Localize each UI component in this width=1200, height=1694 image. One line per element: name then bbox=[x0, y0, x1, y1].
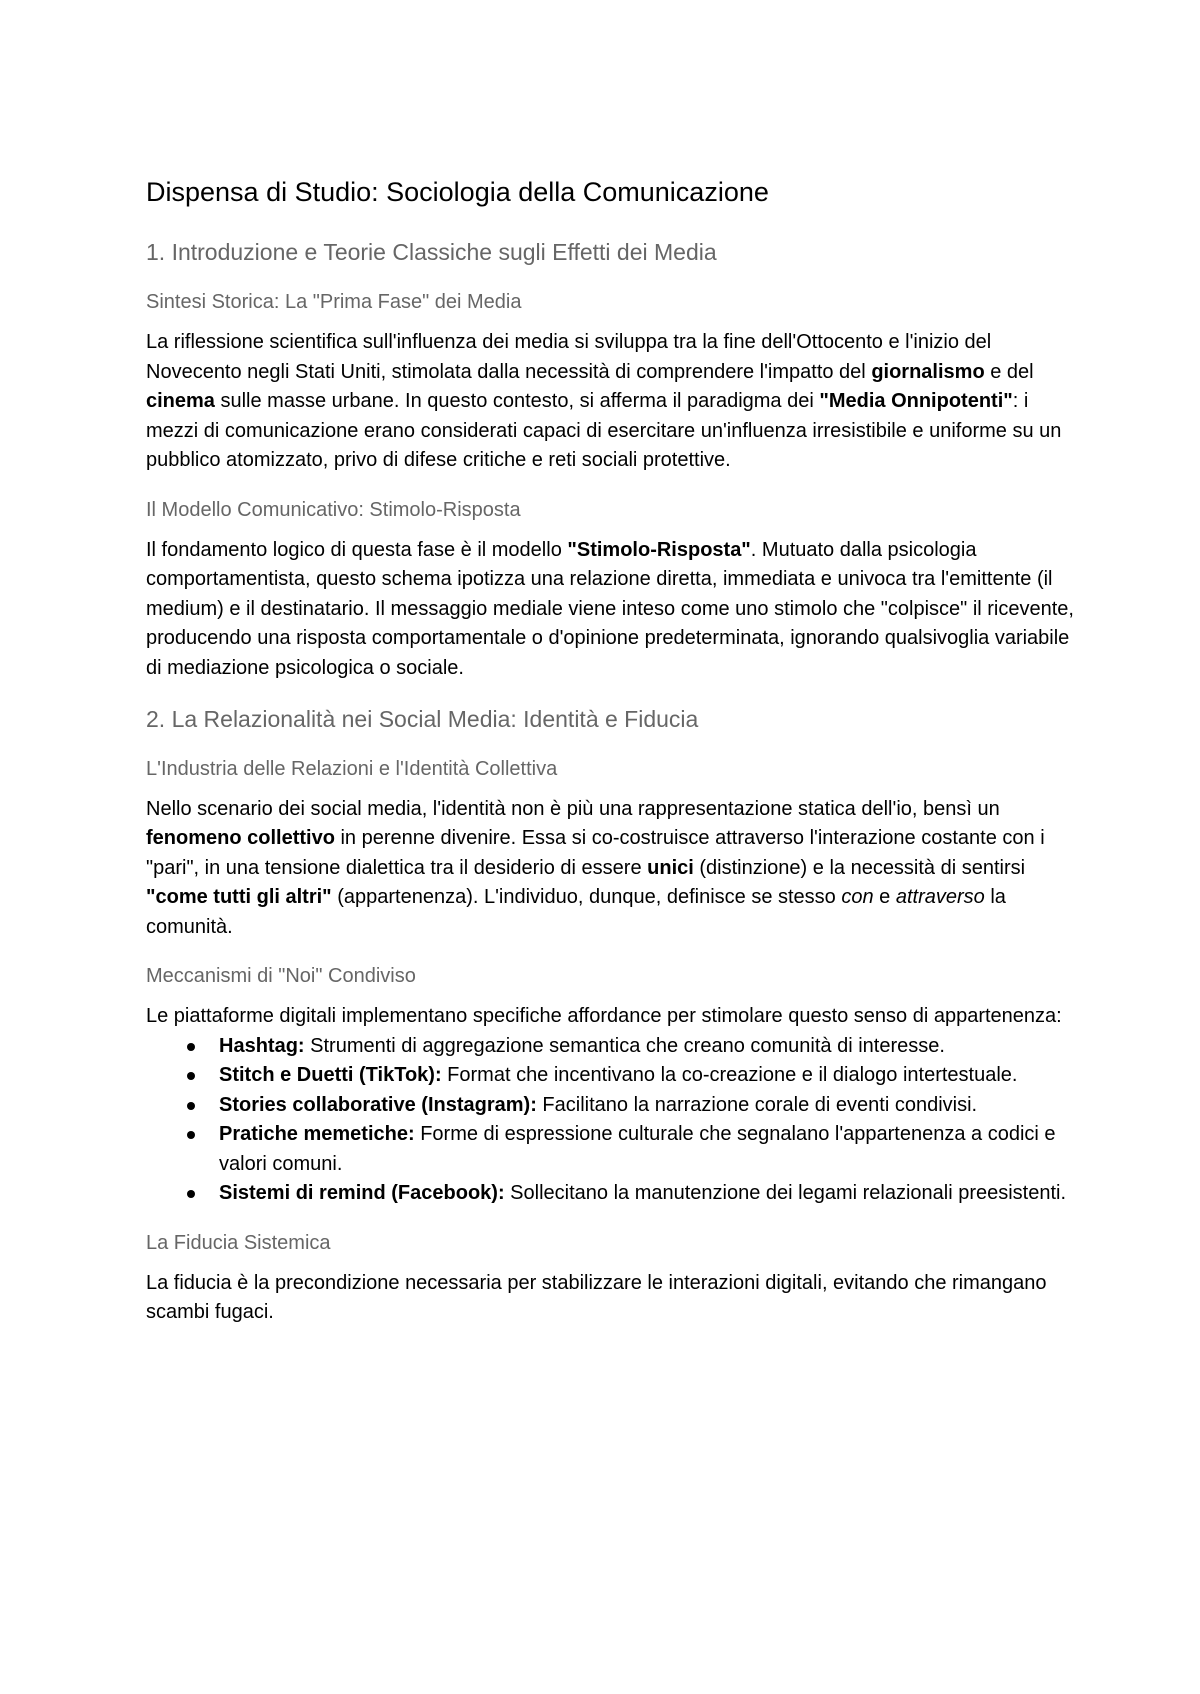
text-run: la comunità. bbox=[146, 886, 1006, 938]
text-run: : i mezzi di comunicazione erano considerati capaci di esercitare un'influenza irresistibile e uniforme su un pubblico atomizzato, privo di difese critiche e reti sociali protettive. bbox=[146, 390, 1062, 472]
affordance-list bbox=[146, 1032, 1080, 1209]
section-1-sub-1-heading: Sintesi Storica: La "Prima Fase" dei Media bbox=[146, 291, 522, 314]
list-item-label: Pratiche memetiche: bbox=[219, 1123, 415, 1146]
list-item bbox=[146, 1091, 1080, 1121]
section-1-sub-2-paragraph bbox=[146, 536, 1080, 684]
bullet-icon bbox=[187, 1131, 195, 1139]
text-run: La riflessione scientifica sull'influenza dei media si sviluppa tra la fine dell'Ottocento e l'inizio del Novecento negli Stati Uniti, stimolata dalla necessità di comprendere l'impatto del bbox=[146, 331, 992, 383]
bold-term: giornalismo bbox=[871, 360, 985, 383]
bullet-icon bbox=[187, 1072, 195, 1080]
list-item-label: Hashtag: bbox=[219, 1034, 305, 1057]
section-2-sub-2-intro: Le piattaforme digitali implementano specifiche affordance per stimolare questo senso di appartenenza: bbox=[146, 1005, 1062, 1028]
text-run: Nello scenario dei social media, l'identità non è più una rappresentazione statica dell'io, bensì un bbox=[146, 797, 1000, 820]
section-2-sub-3-paragraph: La fiducia è la precondizione necessaria per stabilizzare le interazioni digitali, evitando che rimangano scambi fugaci. bbox=[146, 1271, 1047, 1324]
bold-term: "Stimolo-Risposta" bbox=[567, 538, 751, 561]
section-2-sub-1-paragraph bbox=[146, 795, 1080, 943]
list-item-text: Format che incentivano la co-creazione e il dialogo intertestuale. bbox=[441, 1064, 1018, 1087]
section-1-sub-1-paragraph bbox=[146, 328, 1080, 476]
list-item-text: Strumenti di aggregazione semantica che creano comunità di interesse. bbox=[304, 1034, 945, 1057]
text-run: e del bbox=[984, 360, 1034, 383]
bold-term: unici bbox=[647, 856, 694, 879]
text-run: sulle masse urbane. In questo contesto, si afferma il paradigma dei bbox=[214, 390, 820, 413]
text-run: . Mutuato dalla psicologia comportamentista, questo schema ipotizza una relazione diretta, immediata e univoca tra l'emittente (il medium) e il destinatario. Il messaggio mediale viene inteso come uno stimolo che "colpisce" il ricevente, producendo una risposta comportamentale o d'opinione predeterminata, ignorando qualsivoglia variabile di mediazione psicologica o sociale. bbox=[146, 538, 1074, 679]
bold-term: "come tutti gli altri" bbox=[146, 886, 332, 909]
section-2-sub-1-heading: L'Industria delle Relazioni e l'Identità Collettiva bbox=[146, 757, 558, 780]
list-item bbox=[146, 1032, 1080, 1062]
list-item-text: Forme di espressione culturale che segnalano l'appartenenza a codici e valori comuni. bbox=[219, 1123, 1056, 1175]
bold-term: "Media Onnipotenti" bbox=[819, 390, 1013, 413]
text-run: (distinzione) e la necessità di sentirsi bbox=[693, 856, 1026, 879]
list-item bbox=[146, 1179, 1080, 1209]
list-item-label: Stitch e Duetti (TikTok): bbox=[219, 1064, 442, 1087]
text-run: e bbox=[873, 886, 896, 909]
bullet-icon bbox=[187, 1190, 195, 1198]
section-2-heading: 2. La Relazionalità nei Social Media: Identità e Fiducia bbox=[146, 706, 699, 733]
text-run: (appartenenza). L'individuo, dunque, definisce se stesso bbox=[331, 886, 842, 909]
list-item-text: Facilitano la narrazione corale di eventi condivisi. bbox=[536, 1093, 978, 1116]
section-1-heading: 1. Introduzione e Teorie Classiche sugli Effetti dei Media bbox=[146, 239, 717, 266]
list-item-label: Stories collaborative (Instagram): bbox=[219, 1093, 537, 1116]
list-item-label: Sistemi di remind (Facebook): bbox=[219, 1182, 505, 1205]
list-item bbox=[146, 1061, 1080, 1091]
list-item bbox=[146, 1120, 1080, 1179]
bold-term: cinema bbox=[146, 390, 215, 413]
italic-term: con bbox=[841, 886, 874, 909]
document-title: Dispensa di Studio: Sociologia della Comunicazione bbox=[146, 177, 769, 207]
bullet-icon bbox=[187, 1102, 195, 1110]
section-2-sub-3-heading: La Fiducia Sistemica bbox=[146, 1231, 331, 1254]
section-1-sub-2-heading: Il Modello Comunicativo: Stimolo-Risposta bbox=[146, 498, 521, 521]
bullet-icon bbox=[187, 1043, 195, 1051]
italic-term: attraverso bbox=[895, 886, 985, 909]
text-run: Il fondamento logico di questa fase è il modello bbox=[146, 538, 568, 561]
text-run: in perenne divenire. Essa si co-costruisce attraverso l'interazione costante con i "pari", in una tensione dialettica tra il desiderio di essere bbox=[146, 827, 1045, 879]
section-2-sub-2-heading: Meccanismi di "Noi" Condiviso bbox=[146, 965, 416, 988]
bold-term: fenomeno collettivo bbox=[146, 827, 335, 850]
list-item-text: Sollecitano la manutenzione dei legami relazionali preesistenti. bbox=[504, 1182, 1067, 1205]
